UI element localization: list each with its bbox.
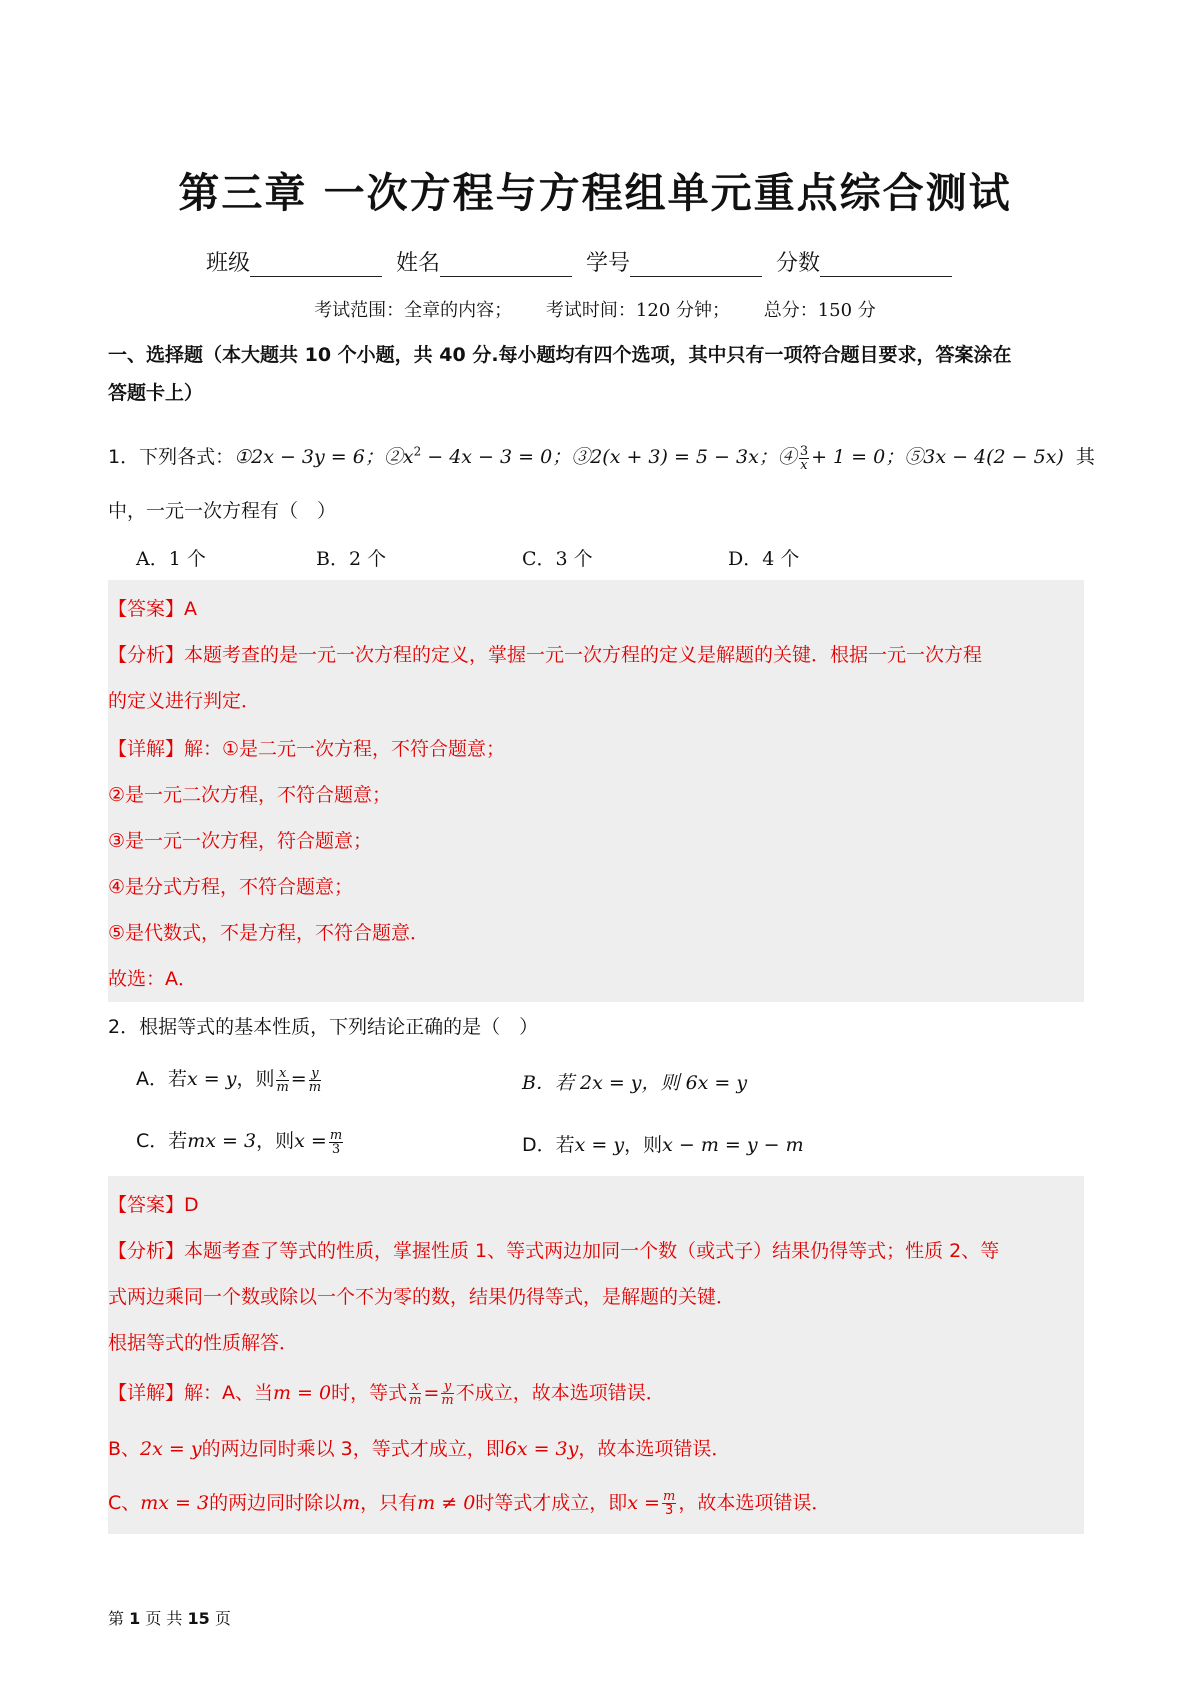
class-field xyxy=(206,246,396,277)
q1-option-d: D．4 个 xyxy=(728,548,800,570)
q2-option-c: C．若mx = 3，则x = $\frac{m}{3}$ xyxy=(136,1127,343,1157)
q1-analysis-line1: 【分析】本题考查的是一元一次方程的定义，掌握一元一次方程的定义是解题的关键．根据一元一次方程 xyxy=(108,644,983,666)
q2-answer: 【答案】D xyxy=(108,1194,199,1216)
id-blank xyxy=(630,254,762,277)
q2-detail-line1: 【详解】解：A、当m = 0时，等式 $\frac{x}{m}$ = $\frac{y}{m}$ 不成立，故本选项错误． xyxy=(108,1379,665,1408)
score-field xyxy=(776,246,966,277)
student-info-row xyxy=(206,246,966,277)
exam-total: 总分：150 分 xyxy=(763,300,876,321)
q2-detail-line3: C、mx = 3的两边同时除以m，只有m ≠ 0时等式才成立，即x = $\frac{m}{3}$ ，故本选项错误． xyxy=(108,1489,831,1518)
name-field xyxy=(396,246,586,277)
q2-stem: 2．根据等式的基本性质，下列结论正确的是（ ） xyxy=(108,1016,539,1038)
page-total: 15 xyxy=(187,1609,210,1628)
exam-scope xyxy=(0,296,1190,322)
section-heading-line2: 答题卡上） xyxy=(108,382,204,404)
q1-stem-line1: 1．下列各式：①2x − 3y = 6；$②x^2 - 4x - 3 = 0$；③2(x + 3) = 5 − 3x；④ $\frac{3}{x}$ + 1 = 0；⑤3x − 4(2 − 5x) 其 xyxy=(108,443,1095,473)
q2-analysis-line1: 【分析】本题考查了等式的性质，掌握性质 1、等式两边加同一个数（或式子）结果仍得等式；性质 2、等 xyxy=(108,1240,1000,1262)
section-heading-line1: 一、选择题（本大题共 10 个小题，共 40 分.每小题均有四个选项，其中只有一项符合题目要求，答案涂在 xyxy=(108,344,1012,366)
q1-detail-line1: 【详解】解：①是二元一次方程，不符合题意； xyxy=(108,738,506,760)
q1-answer: 【答案】A xyxy=(108,598,197,620)
section-heading xyxy=(108,336,1088,412)
q1-option-c: C．3 个 xyxy=(522,548,593,570)
q2-analysis-line2: 式两边乘同一个数或除以一个不为零的数，结果仍得等式，是解题的关键． xyxy=(108,1286,736,1308)
q1-option-a: A．1 个 xyxy=(136,548,206,570)
q1-analysis-line2: 的定义进行判定． xyxy=(108,690,261,712)
name-label: 姓名 xyxy=(396,251,441,276)
class-label: 班级 xyxy=(206,251,251,276)
q2-analysis-line3: 根据等式的性质解答． xyxy=(108,1332,299,1354)
q1-choice: 故选：A． xyxy=(108,968,197,990)
name-blank xyxy=(440,254,572,277)
q2-answer-box xyxy=(108,1176,1084,1534)
exam-range: 考试范围：全章的内容； xyxy=(314,300,513,321)
q1-detail-line3: ③是一元一次方程，符合题意； xyxy=(108,830,373,852)
q1-stem-line2: 中，一元一次方程有（ ） xyxy=(108,500,337,522)
page-footer: 第 1 页 共 15 页 xyxy=(108,1609,231,1628)
q2-option-b: B．若 2x = y，则 6x = y xyxy=(522,1072,748,1094)
exam-time: 考试时间：120 分钟； xyxy=(545,300,730,321)
class-blank xyxy=(250,254,382,277)
q1-fraction: $\frac{3}{x}$ xyxy=(799,443,809,473)
q2-option-d: D．若x = y，则x − m = y − m xyxy=(522,1134,804,1156)
q1-option-b: B．2 个 xyxy=(316,548,387,570)
page-title: 第三章 一次方程与方程组单元重点综合测试 xyxy=(178,169,1012,217)
id-field xyxy=(586,246,776,277)
q1-detail-line4: ④是分式方程，不符合题意； xyxy=(108,876,354,898)
q1-detail-line5: ⑤是代数式，不是方程，不符合题意． xyxy=(108,922,430,944)
score-label: 分数 xyxy=(776,251,821,276)
q2-detail-line2: B、2x = y的两边同时乘以 3，等式才成立，即6x = 3y，故本选项错误． xyxy=(108,1438,731,1460)
page-number: 1 xyxy=(129,1609,141,1628)
score-blank xyxy=(820,254,952,277)
q1-detail-line2: ②是一元二次方程，不符合题意； xyxy=(108,784,392,806)
id-label: 学号 xyxy=(586,251,631,276)
q2-option-a: A．若x = y，则 $\frac{x}{m}$ = $\frac{y}{m}$ xyxy=(136,1065,322,1095)
